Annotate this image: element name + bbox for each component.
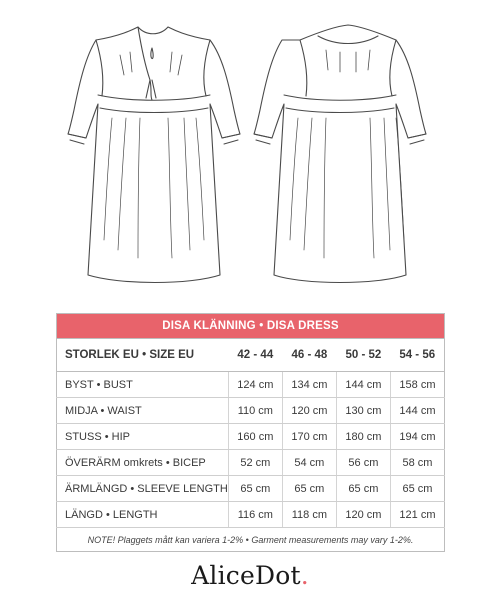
row-value: 54 cm bbox=[282, 450, 336, 476]
table-row bbox=[57, 502, 445, 528]
row-value: 116 cm bbox=[228, 502, 282, 528]
row-value: 65 cm bbox=[228, 476, 282, 502]
table-row bbox=[57, 424, 445, 450]
row-label: MIDJA • WAIST bbox=[57, 398, 229, 424]
row-value: 144 cm bbox=[390, 398, 444, 424]
row-label: LÄNGD • LENGTH bbox=[57, 502, 229, 528]
table-title-row bbox=[57, 314, 445, 339]
row-label: ÄRMLÄNGD • SLEEVE LENGTH bbox=[57, 476, 229, 502]
row-value: 158 cm bbox=[390, 372, 444, 398]
row-value: 170 cm bbox=[282, 424, 336, 450]
row-label: STUSS • HIP bbox=[57, 424, 229, 450]
row-value: 65 cm bbox=[390, 476, 444, 502]
table-header-row bbox=[57, 339, 445, 372]
size-header: 42 - 44 bbox=[228, 339, 282, 372]
size-header: 50 - 52 bbox=[336, 339, 390, 372]
table-row bbox=[57, 398, 445, 424]
row-value: 118 cm bbox=[282, 502, 336, 528]
table-note-row bbox=[57, 528, 445, 552]
dress-back-drawing bbox=[254, 25, 426, 283]
brand-name: AliceDot bbox=[191, 561, 301, 590]
row-value: 65 cm bbox=[336, 476, 390, 502]
size-chart-table bbox=[56, 313, 445, 552]
table-row bbox=[57, 450, 445, 476]
row-label: ÖVERÄRM omkrets • BICEP bbox=[57, 450, 229, 476]
measurement-note: NOTE! Plaggets mått kan variera 1-2% • Garment measurements may vary 1-2%. bbox=[87, 534, 414, 545]
row-value: 52 cm bbox=[228, 450, 282, 476]
brand-dot: . bbox=[300, 561, 309, 590]
row-value: 180 cm bbox=[336, 424, 390, 450]
size-header-label: STORLEK EU • SIZE EU bbox=[57, 339, 229, 372]
size-header: 46 - 48 bbox=[282, 339, 336, 372]
row-value: 124 cm bbox=[228, 372, 282, 398]
row-label: BYST • BUST bbox=[57, 372, 229, 398]
row-value: 160 cm bbox=[228, 424, 282, 450]
row-value: 56 cm bbox=[336, 450, 390, 476]
table-row bbox=[57, 372, 445, 398]
row-value: 130 cm bbox=[336, 398, 390, 424]
row-value: 120 cm bbox=[336, 502, 390, 528]
row-value: 144 cm bbox=[336, 372, 390, 398]
dress-technical-sketch bbox=[0, 0, 500, 305]
dress-front-drawing bbox=[68, 27, 240, 283]
row-value: 194 cm bbox=[390, 424, 444, 450]
row-value: 134 cm bbox=[282, 372, 336, 398]
brand-logo bbox=[0, 561, 500, 590]
table-title: DISA KLÄNNING • DISA DRESS bbox=[57, 314, 445, 339]
row-value: 121 cm bbox=[390, 502, 444, 528]
row-value: 110 cm bbox=[228, 398, 282, 424]
row-value: 65 cm bbox=[282, 476, 336, 502]
size-header: 54 - 56 bbox=[390, 339, 444, 372]
row-value: 120 cm bbox=[282, 398, 336, 424]
table-row bbox=[57, 476, 445, 502]
row-value: 58 cm bbox=[390, 450, 444, 476]
